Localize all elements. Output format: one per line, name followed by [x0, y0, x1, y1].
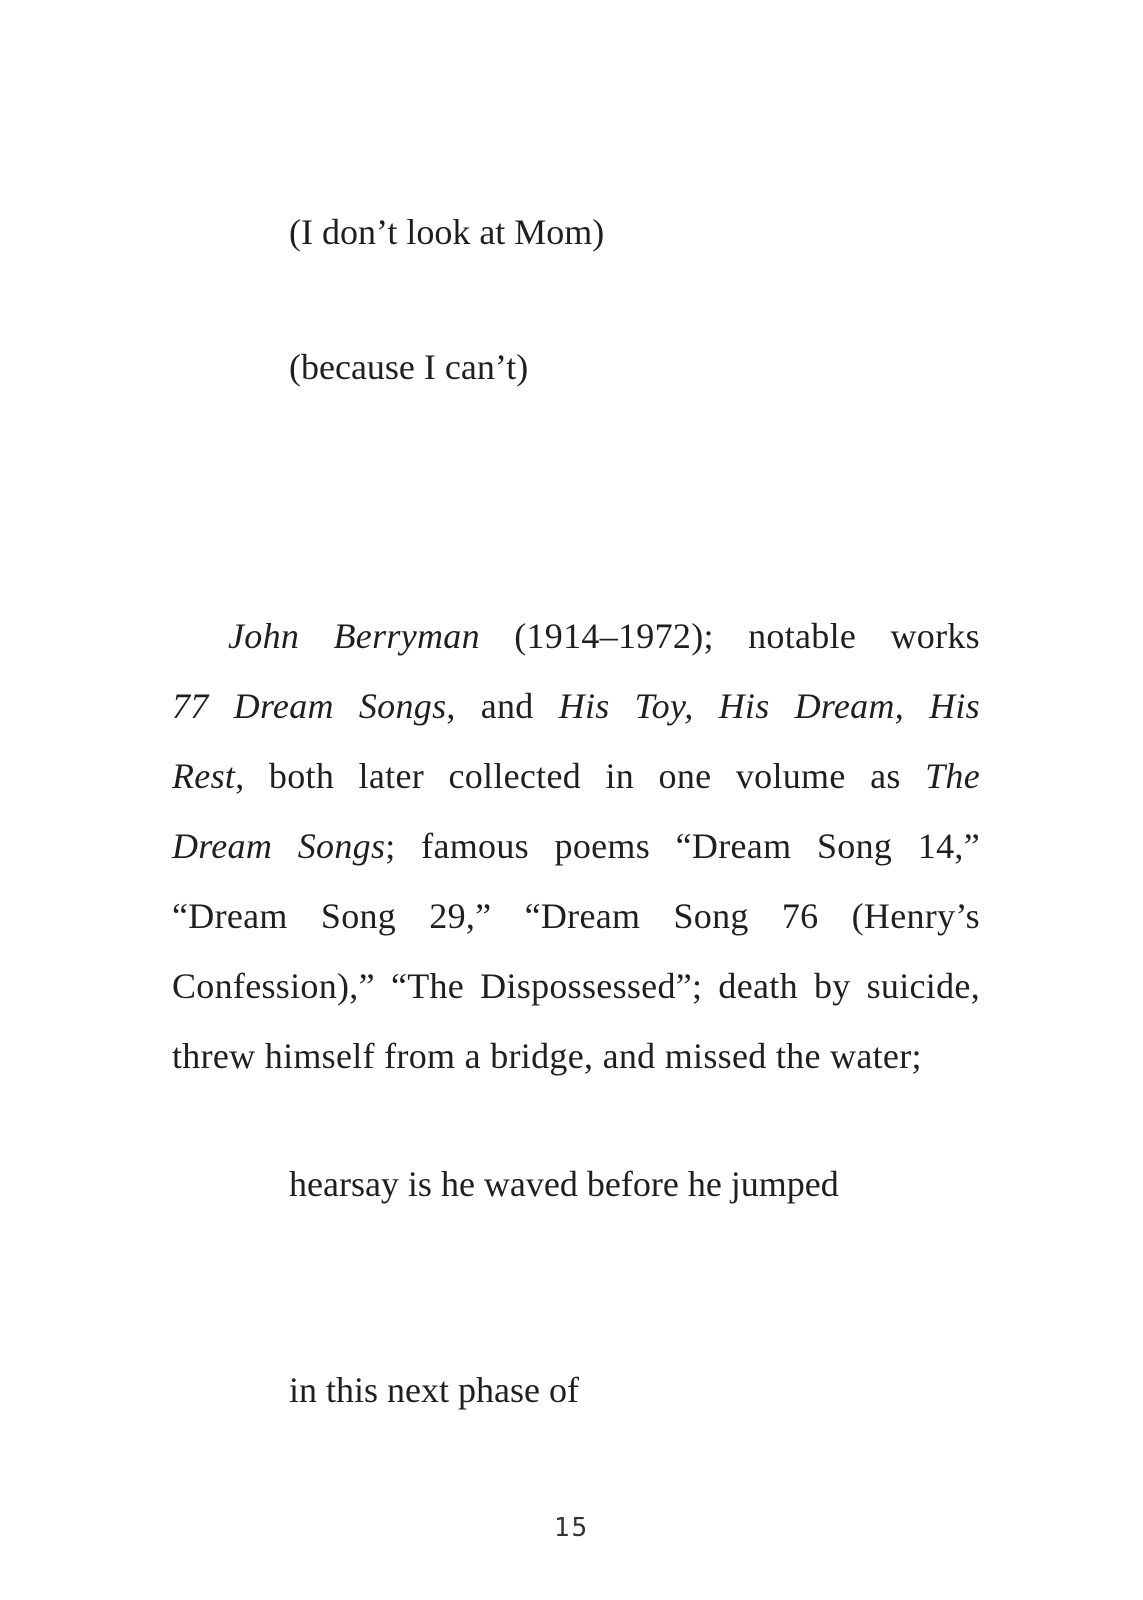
entry-line: Dream Songs; famous poems “Dream Song 14,”	[172, 826, 980, 866]
verse-line: in this next phase of	[289, 1370, 579, 1410]
work-title: Dream Songs	[172, 826, 386, 866]
verse-line: hearsay is he waved before he jumped	[289, 1164, 839, 1204]
verse-line: (I don’t look at Mom)	[289, 212, 605, 252]
work-title: The	[925, 756, 980, 796]
entry-line: Confession),” “The Dispossessed”; death by suicide,	[172, 966, 980, 1006]
entry-line: “Dream Song 29,” “Dream Song 76 (Henry’s	[172, 896, 980, 936]
page-number: 15	[553, 1513, 590, 1543]
entry-line: John Berryman (1914–1972); notable works	[228, 616, 980, 656]
entry-line: threw himself from a bridge, and missed the water;	[172, 1036, 922, 1076]
work-title: Rest	[172, 756, 236, 796]
verse-line: (because I can’t)	[289, 347, 529, 387]
biographical-entry	[172, 601, 980, 1091]
entry-line: Rest, both later collected in one volume as The	[172, 756, 980, 796]
work-title: His Toy, His Dream, His	[558, 686, 980, 726]
poet-name: John Berryman	[228, 616, 480, 656]
entry-line: 77 Dream Songs, and His Toy, His Dream, His	[172, 686, 980, 726]
work-title: 77 Dream Songs	[172, 686, 447, 726]
